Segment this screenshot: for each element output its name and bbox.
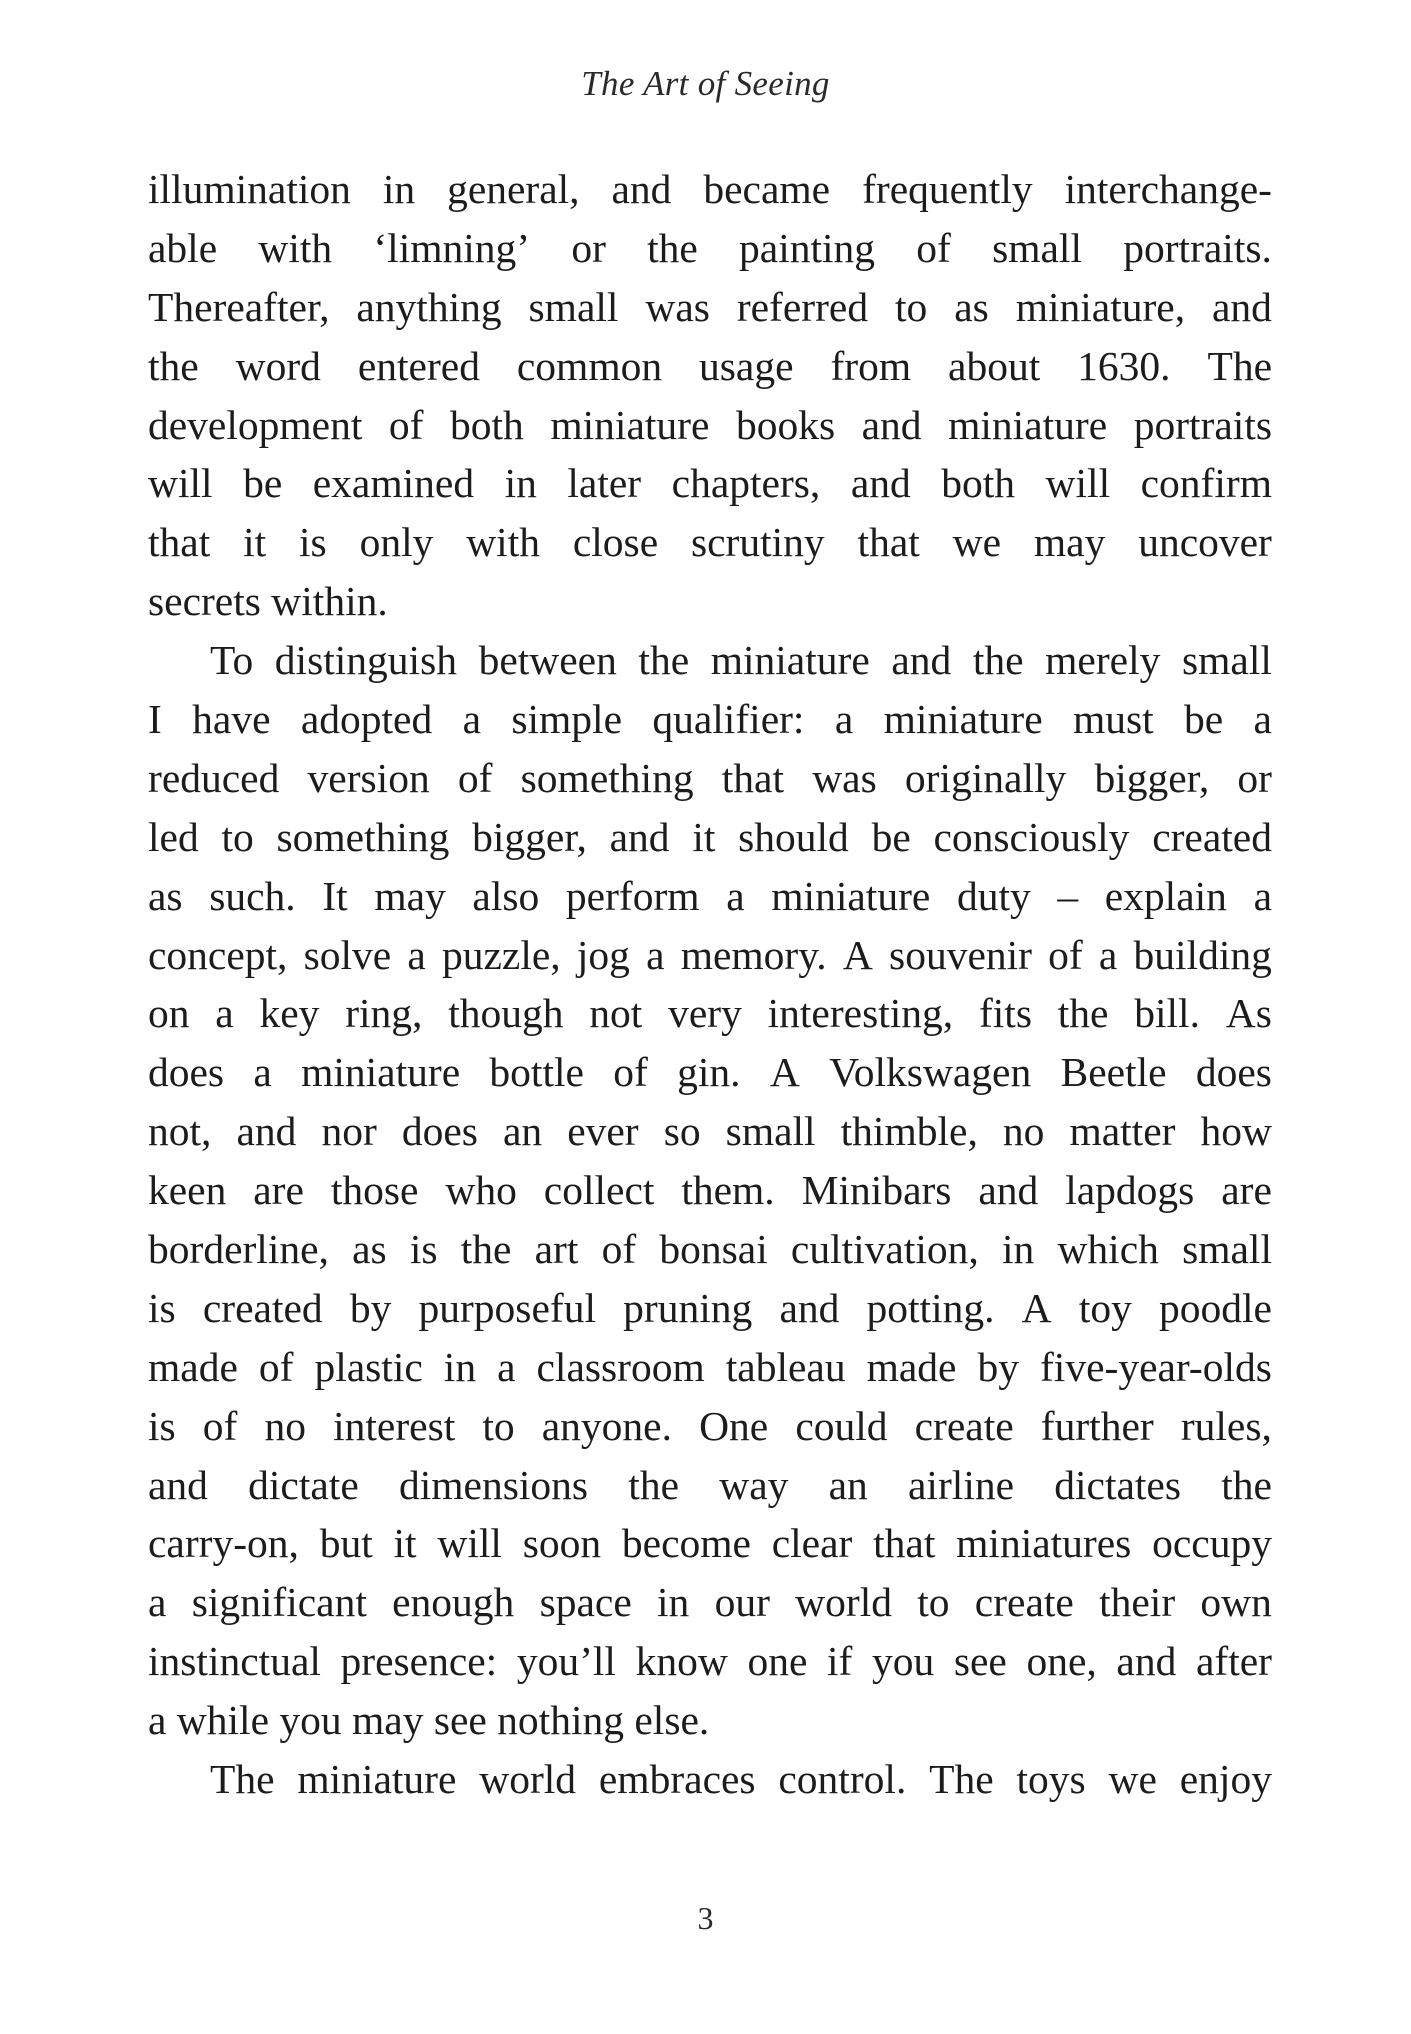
text-line: reduced version of something that was originally bigger, or bbox=[148, 754, 1272, 801]
text-line: as such. It may also perform a miniature duty – explain a bbox=[148, 872, 1272, 919]
text-line: development of both miniature books and miniature portraits bbox=[148, 401, 1272, 448]
text-line: The miniature world embraces control. The toys we enjoy bbox=[210, 1756, 1272, 1803]
text-line: instinctual presence: you’ll know one if you see one, and after bbox=[148, 1638, 1272, 1685]
text-line: led to something bigger, and it should be consciously created bbox=[148, 813, 1272, 860]
text-line: the word entered common usage from about 1630. The bbox=[148, 342, 1272, 389]
body-text bbox=[148, 160, 1272, 1809]
text-line: that it is only with close scrutiny that we may uncover bbox=[148, 519, 1272, 566]
text-line: on a key ring, though not very interesting, fits the bill. As bbox=[148, 990, 1272, 1037]
text-line: To distinguish between the miniature and the merely small bbox=[210, 637, 1272, 684]
text-line: able with ‘limning’ or the painting of small portraits. bbox=[148, 224, 1272, 271]
page-number: 3 bbox=[697, 1900, 714, 1936]
running-head: The Art of Seeing bbox=[581, 64, 830, 103]
text-line: carry-on, but it will soon become clear that miniatures occupy bbox=[148, 1520, 1272, 1567]
text-line: will be examined in later chapters, and both will confirm bbox=[148, 460, 1272, 507]
text-line: is of no interest to anyone. One could create further rules, bbox=[148, 1402, 1272, 1449]
text-line: concept, solve a puzzle, jog a memory. A souvenir of a building bbox=[148, 931, 1272, 978]
text-line: illumination in general, and became frequently interchange- bbox=[148, 166, 1272, 212]
text-line: secrets within. bbox=[148, 578, 388, 625]
text-line: not, and nor does an ever so small thimble, no matter how bbox=[148, 1108, 1272, 1155]
text-line: keen are those who collect them. Minibars and lapdogs are bbox=[148, 1167, 1272, 1214]
text-line: Thereafter, anything small was referred to as miniature, and bbox=[148, 283, 1272, 330]
text-line: is created by purposeful pruning and potting. A toy poodle bbox=[148, 1284, 1272, 1331]
text-line: does a miniature bottle of gin. A Volkswagen Beetle does bbox=[148, 1049, 1272, 1096]
text-line: and dictate dimensions the way an airline dictates the bbox=[148, 1461, 1272, 1508]
text-line: made of plastic in a classroom tableau made by five-year-olds bbox=[148, 1343, 1272, 1390]
text-line: a while you may see nothing else. bbox=[148, 1697, 710, 1744]
text-line: a significant enough space in our world to create their own bbox=[148, 1579, 1272, 1626]
text-line: I have adopted a simple qualifier: a miniature must be a bbox=[148, 696, 1272, 743]
text-line: borderline, as is the art of bonsai cultivation, in which small bbox=[148, 1226, 1272, 1273]
